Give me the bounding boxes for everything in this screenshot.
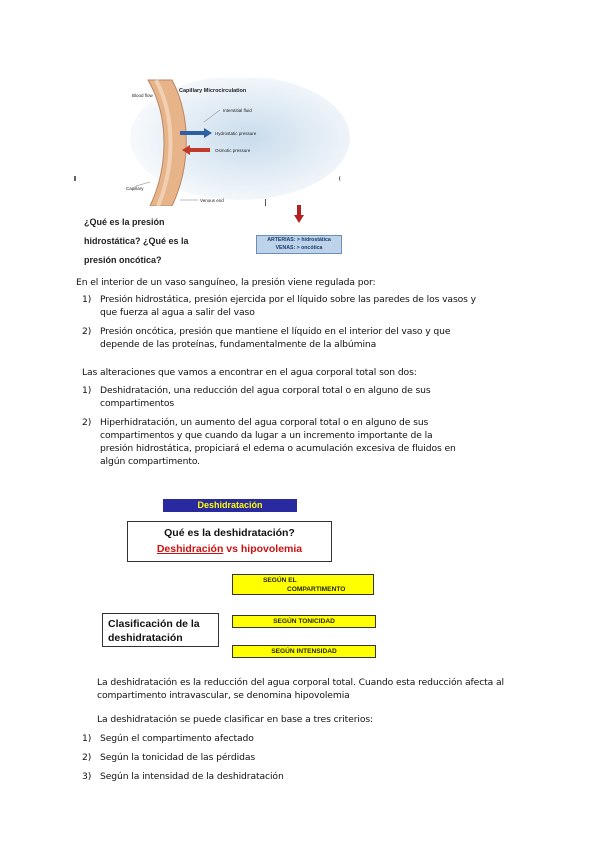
criteria-tonicity-box: SEGÚN TONICIDAD	[232, 615, 376, 628]
item-line: Deshidratación, una reducción del agua corporal total o en alguno de sus	[100, 385, 431, 396]
list-item	[82, 384, 532, 410]
definition-paragraph	[97, 676, 567, 702]
label-venous-end: Venous end	[200, 198, 224, 203]
definition-line: La deshidratación es la reducción del agua corporal total. Cuando esta reducción afecta al	[97, 677, 505, 688]
item-number: 2)	[82, 752, 92, 763]
veins-line: VENAS: > oncótica	[275, 245, 323, 251]
subtitle-term: Deshidración	[156, 543, 224, 555]
scan-mark	[339, 176, 343, 181]
alterations-intro: Las alteraciones que vamos a encontrar en el agua corporal total son dos:	[82, 367, 417, 378]
list-item	[82, 416, 532, 468]
label-osmotic: Osmotic pressure	[215, 148, 251, 153]
criteria-compartment-box	[232, 572, 374, 593]
classification-box	[102, 613, 219, 647]
list-item	[82, 732, 522, 751]
list-item	[82, 751, 522, 770]
scan-mark	[265, 199, 266, 206]
item-text: Según la intensidad de la deshidratación	[100, 771, 284, 782]
item-line: compartimentos	[100, 398, 175, 409]
capillary-figure	[120, 78, 352, 206]
definition-line: compartimento intravascular, se denomina hipovolemia	[97, 690, 350, 701]
pressure-summary-box	[256, 235, 342, 254]
label-interstitial: Interstitial fluid	[223, 108, 252, 113]
item-line: presión hidrostática, propiciará el edema o acumulación excesiva de fluidos en	[100, 443, 456, 454]
item-text: Según la tonicidad de las pérdidas	[100, 752, 256, 763]
intro-text: En el interior de un vaso sanguíneo, la presión viene regulada por:	[76, 277, 376, 288]
item-line: Presión hidrostática, presión ejercida por el líquido sobre las paredes de los vasos y	[100, 294, 477, 305]
item-number: 1)	[82, 733, 92, 744]
slide-question: Qué es la deshidratación?	[164, 527, 295, 539]
classification-line: deshidratación	[108, 632, 183, 644]
list-item	[82, 325, 532, 351]
item-line: que fuerza al agua a salir del vaso	[100, 307, 255, 318]
capillary-diagram	[120, 78, 352, 206]
figure-title: Capillary Microcirculation	[179, 88, 247, 94]
scan-mark	[74, 176, 76, 181]
criteria-line: COMPARTIMENTO	[287, 586, 346, 593]
question-line: presión oncótica?	[84, 255, 162, 265]
item-number: 2)	[82, 326, 92, 337]
slide-header: Deshidratación	[163, 499, 297, 512]
label-capillary: Capillary	[126, 186, 144, 191]
pressure-list	[82, 293, 532, 351]
figure-question	[84, 213, 254, 270]
item-line: compartimentos y que cuando da lugar a un incremento importante de la	[100, 430, 433, 441]
list-item	[82, 770, 522, 789]
list-item	[82, 293, 532, 319]
label-blood-flow: Blood flow	[132, 93, 153, 98]
criteria-intensity-box: SEGÚN INTENSIDAD	[232, 645, 376, 658]
item-number: 1)	[82, 294, 92, 305]
item-line: Hiperhidratación, un aumento del agua corporal total o en alguno de sus	[100, 417, 429, 428]
criteria-line: SEGÚN EL	[263, 577, 297, 584]
question-line: ¿Qué es la presión	[84, 217, 165, 227]
item-line: depende de las proteínas, fundamentalmente de la albúmina	[100, 339, 377, 350]
classification-intro: La deshidratación se puede clasificar en base a tres criterios:	[97, 714, 374, 725]
item-number: 2)	[82, 417, 92, 428]
subtitle-rest: vs hipovolemia	[223, 543, 303, 555]
arteries-line: ARTERIAS: > hidrostática	[267, 237, 331, 243]
item-number: 3)	[82, 771, 92, 782]
question-line: hidrostática? ¿Qué es la	[84, 236, 189, 246]
classification-line: Clasificación de la	[108, 618, 200, 630]
criteria-list	[82, 732, 522, 789]
item-number: 1)	[82, 385, 92, 396]
alterations-list	[82, 384, 532, 468]
slide-subtitle	[128, 543, 331, 555]
item-line: Presión oncótica, presión que mantiene el líquido en el interior del vaso y que	[100, 326, 451, 337]
item-text: Según el compartimento afectado	[100, 733, 254, 744]
label-hydrostatic: Hydrostatic pressure	[215, 131, 257, 136]
item-line: algún compartimento.	[100, 456, 201, 467]
down-arrow-icon	[294, 205, 304, 223]
slide-question-box	[127, 521, 332, 562]
